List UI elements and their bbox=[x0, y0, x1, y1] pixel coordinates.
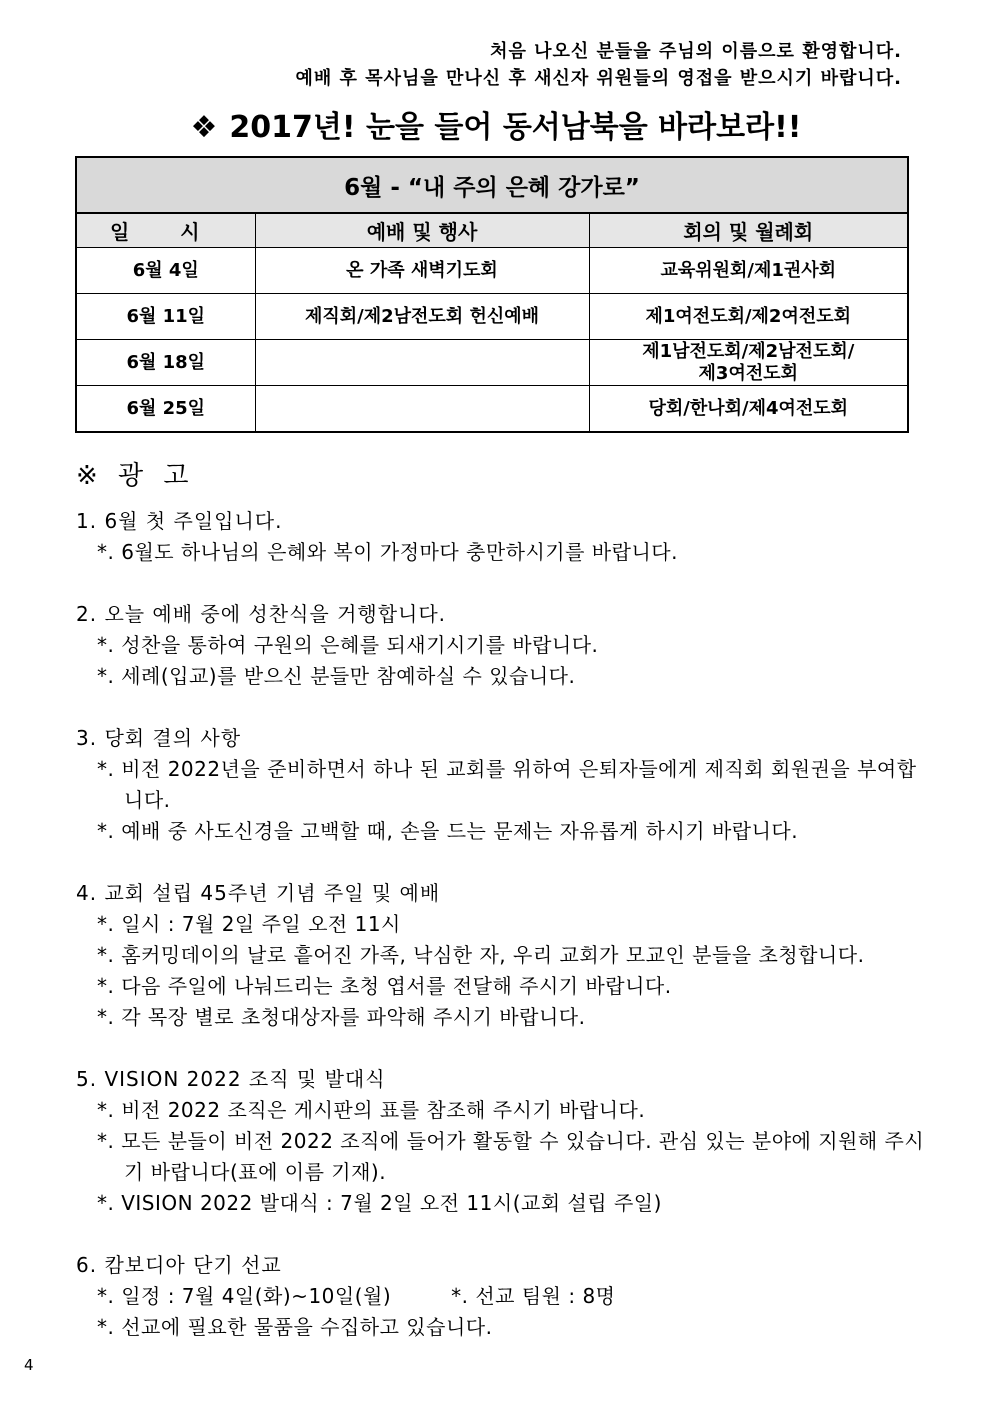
main-title-text: 2017년! 눈을 들어 동서남북을 바라보라!! bbox=[229, 110, 802, 145]
announcement-bullet: *. 세례(입교)를 받으신 분들만 참예하실 수 있습니다. bbox=[97, 664, 576, 688]
announcement-bullet: *. 각 목장 별로 초청대상자를 파악해 주시기 바랍니다. bbox=[97, 1005, 586, 1029]
announcement-bullet: *. 홈커밍데이의 날로 흩어진 가족, 낙심한 자, 우리 교회가 모교인 분들을 초청합니다. bbox=[97, 943, 865, 967]
main-title bbox=[0, 108, 992, 148]
announcement-bullet bbox=[76, 1281, 936, 1312]
row-date: 6월 4일 bbox=[76, 248, 255, 294]
row-date: 6월 25일 bbox=[76, 386, 255, 433]
announcement-title: 3. 당회 결의 사항 bbox=[76, 726, 242, 750]
announcement-bullet: *. 예배 중 사도신경을 고백할 때, 손을 드는 문제는 자유롭게 하시기 바랍니다. bbox=[97, 819, 799, 843]
row-event: 제직회/제2남전도회 헌신예배 bbox=[255, 294, 589, 340]
header-date: 일 시 bbox=[76, 213, 255, 248]
page-number: 4 bbox=[24, 1356, 34, 1374]
announcements-list bbox=[76, 506, 936, 1374]
diamond-bullet-icon: ❖ bbox=[190, 110, 218, 145]
announcement-item-5 bbox=[76, 1064, 936, 1219]
table-row bbox=[76, 248, 908, 294]
announcement-bullet: *. 선교에 필요한 물품을 수집하고 있습니다. bbox=[97, 1315, 493, 1339]
announcement-title: 2. 오늘 예배 중에 성찬식을 거행합니다. bbox=[76, 602, 447, 626]
welcome-line-2: 예배 후 목사님을 만나신 후 새신자 위원들의 영접을 받으시기 바랍니다. bbox=[295, 68, 902, 89]
mission-schedule: *. 일정 : 7월 4일(화)~10일(월) bbox=[97, 1284, 392, 1308]
announcement-bullet: *. 모든 분들이 비전 2022 조직에 들어가 활동할 수 있습니다. 관심 있는 분야에 지원해 주시기 바랍니다(표에 이름 기재). bbox=[97, 1129, 925, 1184]
announcement-item-3 bbox=[76, 723, 936, 847]
header-event: 예배 및 행사 bbox=[255, 213, 589, 248]
announcement-title: 1. 6월 첫 주일입니다. bbox=[76, 509, 283, 533]
row-date: 6월 11일 bbox=[76, 294, 255, 340]
row-event bbox=[255, 386, 589, 433]
announcement-bullet: *. VISION 2022 발대식 : 7월 2일 오전 11시(교회 설립 주일) bbox=[97, 1191, 662, 1215]
row-event: 온 가족 새벽기도회 bbox=[255, 248, 589, 294]
announcement-bullet: *. 6월도 하나님의 은혜와 복이 가정마다 충만하시기를 바랍니다. bbox=[97, 540, 678, 564]
announcement-bullet: *. 다음 주일에 나눠드리는 초청 엽서를 전달해 주시기 바랍니다. bbox=[97, 974, 672, 998]
row-meeting: 제1여전도회/제2여전도회 bbox=[589, 294, 908, 340]
row-meeting: 당회/한나회/제4여전도회 bbox=[589, 386, 908, 433]
row-meeting bbox=[589, 340, 908, 386]
mission-team: *. 선교 팀원 : 8명 bbox=[451, 1284, 616, 1308]
announcement-bullet: *. 일시 : 7월 2일 주일 오전 11시 bbox=[97, 912, 401, 936]
row-meeting-line-1: 제1남전도회/제2남전도회/ bbox=[642, 340, 855, 362]
announcements-heading: ※ 광 고 bbox=[76, 461, 195, 491]
announcement-item-6 bbox=[76, 1250, 936, 1343]
header-meeting: 회의 및 월례회 bbox=[589, 213, 908, 248]
row-meeting: 교육위원회/제1권사회 bbox=[589, 248, 908, 294]
announcement-bullet: *. 성찬을 통하여 구원의 은혜를 되새기시기를 바랍니다. bbox=[97, 633, 599, 657]
table-row bbox=[76, 340, 908, 386]
announcement-item-1 bbox=[76, 506, 936, 568]
announcement-bullet: *. 비전 2022년을 준비하면서 하나 된 교회를 위하여 은퇴자들에게 제직회 회원권을 부여합니다. bbox=[97, 757, 917, 812]
announcement-title: 4. 교회 설립 45주년 기념 주일 및 예배 bbox=[76, 881, 441, 905]
schedule-title: 6월 - “내 주의 은혜 강가로” bbox=[76, 157, 908, 213]
announcement-bullet: *. 비전 2022 조직은 게시판의 표를 참조해 주시기 바랍니다. bbox=[97, 1098, 646, 1122]
announcement-item-2 bbox=[76, 599, 936, 692]
schedule-table bbox=[75, 156, 909, 433]
announcement-item-4 bbox=[76, 878, 936, 1033]
table-row bbox=[76, 294, 908, 340]
row-meeting-line-2: 제3여전도회 bbox=[698, 362, 798, 384]
welcome-message bbox=[296, 38, 903, 92]
row-date: 6월 18일 bbox=[76, 340, 255, 386]
welcome-line-1: 처음 나오신 분들을 주님의 이름으로 환영합니다. bbox=[490, 41, 902, 62]
announcement-title: 6. 캄보디아 단기 선교 bbox=[76, 1253, 282, 1277]
row-event bbox=[255, 340, 589, 386]
table-row bbox=[76, 386, 908, 433]
announcement-title: 5. VISION 2022 조직 및 발대식 bbox=[76, 1067, 386, 1091]
